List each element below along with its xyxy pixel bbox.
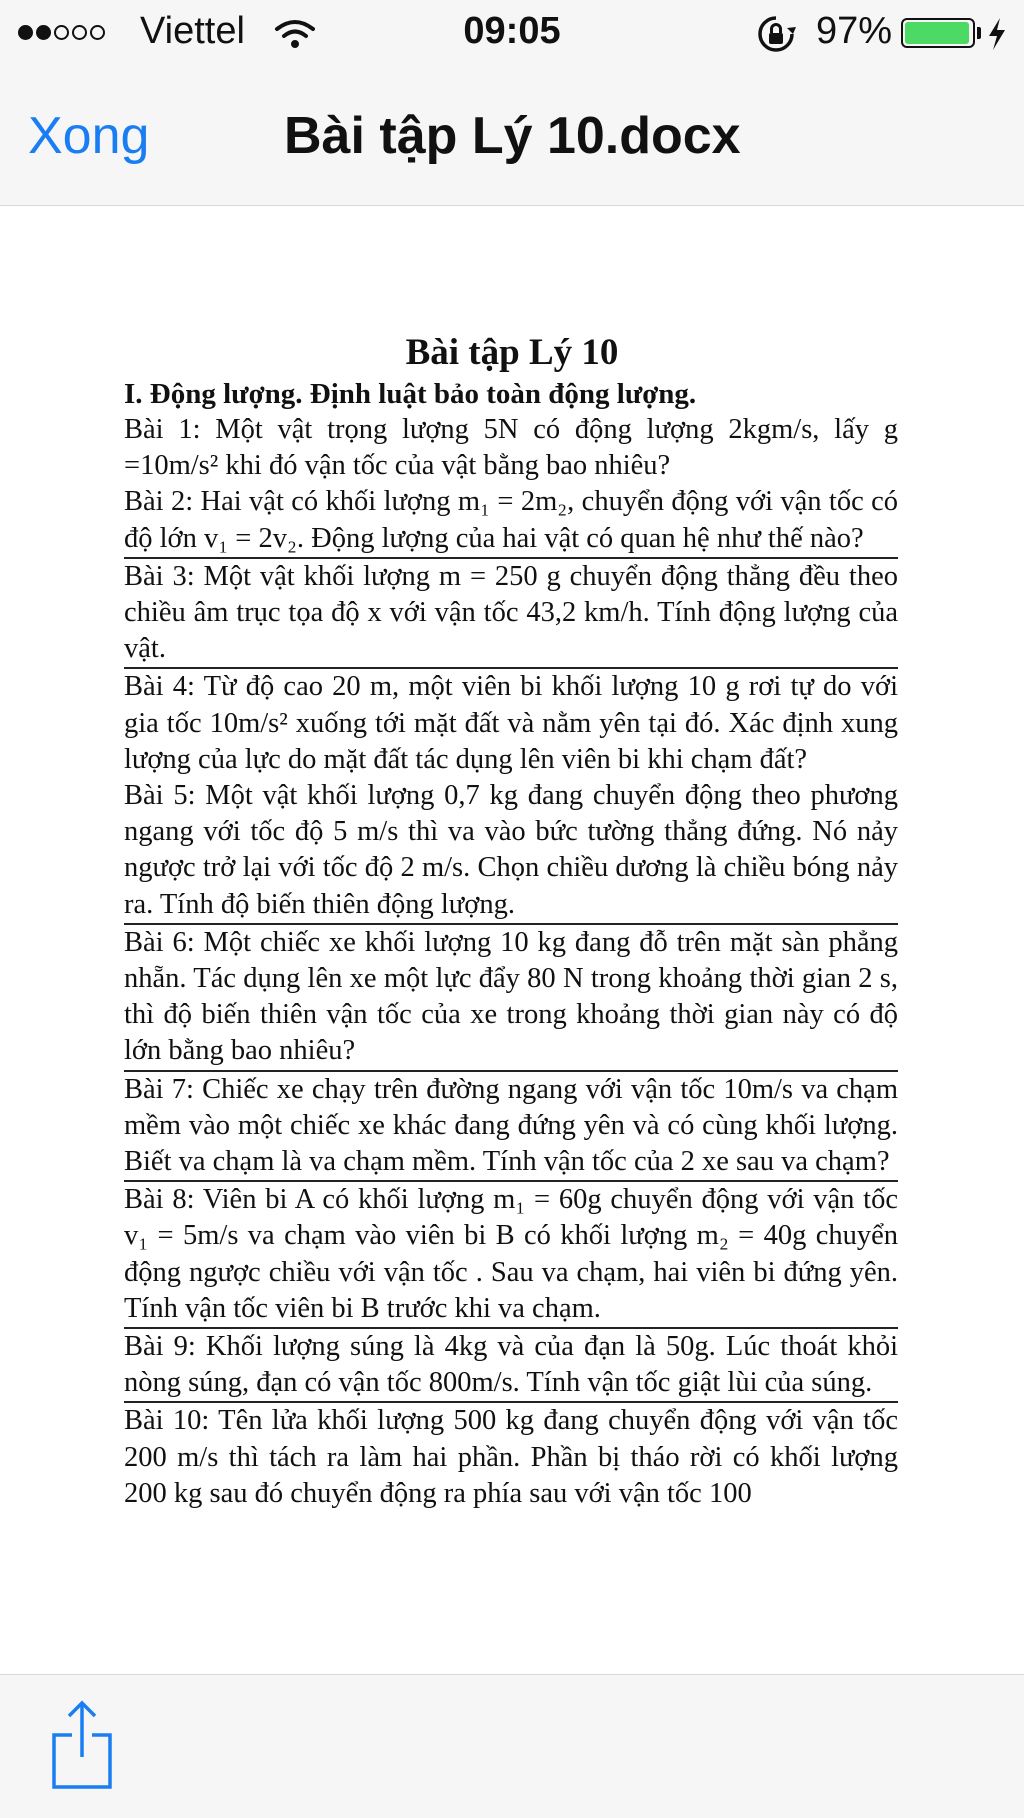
document-heading: Bài tập Lý 10 — [405, 332, 619, 373]
exercise-7: Bài 7: Chiếc xe chạy trên đường ngang với vận tốc 10m/s va chạm mềm vào một chiếc xe khác đang đứng yên và có cùng khối lượng. Biết va chạm là va chạm mềm. Tính vận tốc của 2 xe sau va chạm? — [124, 1070, 898, 1181]
battery-level-fill — [905, 22, 969, 44]
exercise-2: Bài 2: Hai vật có khối lượng m₁ = 2m₂, chuyển động với vận tốc có độ lớn v₁ = 2v₂. Động lượng của hai vật có quan hệ như thế nào? — [124, 486, 898, 554]
document-body — [124, 376, 898, 1512]
exercise-9: Bài 9: Khối lượng súng là 4kg và của đạn là 50g. Lúc thoát khỏi nòng súng, đạn có vận tốc 800m/s. Tính vận tốc giật lùi của súng. — [124, 1327, 898, 1401]
exercise-8: Bài 8: Viên bi A có khối lượng m₁ = 60g chuyển động với vận tốc v₁ = 5m/s va chạm vào viên bi B có khối lượng m₂ = 40g chuyển động ngược chiều với vận tốc . Sau va chạm, hai viên bi đứng yên. Tính vận tốc viên bi B trước khi va chạm. — [124, 1180, 898, 1327]
bottom-toolbar — [0, 1674, 1024, 1818]
battery-tip — [977, 27, 981, 39]
battery-percentage: 97% — [816, 10, 893, 52]
exercise-4: Bài 4: Từ độ cao 20 m, một viên bi khối lượng 10 g rơi tự do với gia tốc 10m/s² xuống tới mặt đất và nằm yên tại đó. Xác định xung lượng của lực do mặt đất tác dụng lên viên bi khi chạm đất? — [124, 667, 898, 778]
exercise-1: Bài 1: Một vật trọng lượng 5N có động lượng 2kgm/s, lấy g =10m/s² khi đó vận tốc của vật bằng bao nhiêu? — [124, 414, 898, 482]
section-heading: I. Động lượng. Định luật bảo toàn động lượng. — [124, 378, 697, 410]
battery-icon — [901, 18, 975, 48]
document-viewer[interactable] — [0, 206, 1024, 1674]
status-bar — [0, 0, 1024, 66]
navigation-bar — [0, 66, 1024, 205]
exercise-5: Bài 5: Một vật khối lượng 0,7 kg đang chuyển động theo phương ngang với tốc độ 5 m/s thì va vào bức tường thẳng đứng. Nó nảy ngược trở lại với tốc độ 2 m/s. Chọn chiều dương là chiều bóng nảy ra. Tính độ biến thiên động lượng. — [124, 780, 898, 920]
rotation-lock-icon — [756, 14, 796, 54]
charging-bolt-icon — [986, 16, 1008, 52]
exercise-3: Bài 3: Một vật khối lượng m = 250 g chuyển động thẳng đều theo chiều âm trục tọa độ x với vận tốc 43,2 km/h. Tính động lượng của vật. — [124, 557, 898, 668]
status-time: 09:05 — [463, 10, 561, 52]
carrier-name: Viettel — [140, 10, 245, 52]
done-button[interactable]: Xong — [28, 107, 150, 165]
top-chrome — [0, 0, 1024, 206]
exercise-10: Bài 10: Tên lửa khối lượng 500 kg đang chuyển động với vận tốc 200 m/s thì tách ra làm hai phần. Phần bị tháo rời có khối lượng 200 kg sau đó chuyển động ra phía sau với vận tốc 100 — [124, 1401, 898, 1512]
exercise-6: Bài 6: Một chiếc xe khối lượng 10 kg đang đỗ trên mặt sàn phẳng nhẵn. Tác dụng lên xe một lực đẩy 80 N trong khoảng thời gian 2 s, thì độ biến thiên vận tốc của xe trong khoảng thời gian này có độ lớn bằng bao nhiêu? — [124, 923, 898, 1070]
share-icon[interactable] — [48, 1699, 116, 1791]
document-file-title: Bài tập Lý 10.docx — [284, 107, 741, 165]
